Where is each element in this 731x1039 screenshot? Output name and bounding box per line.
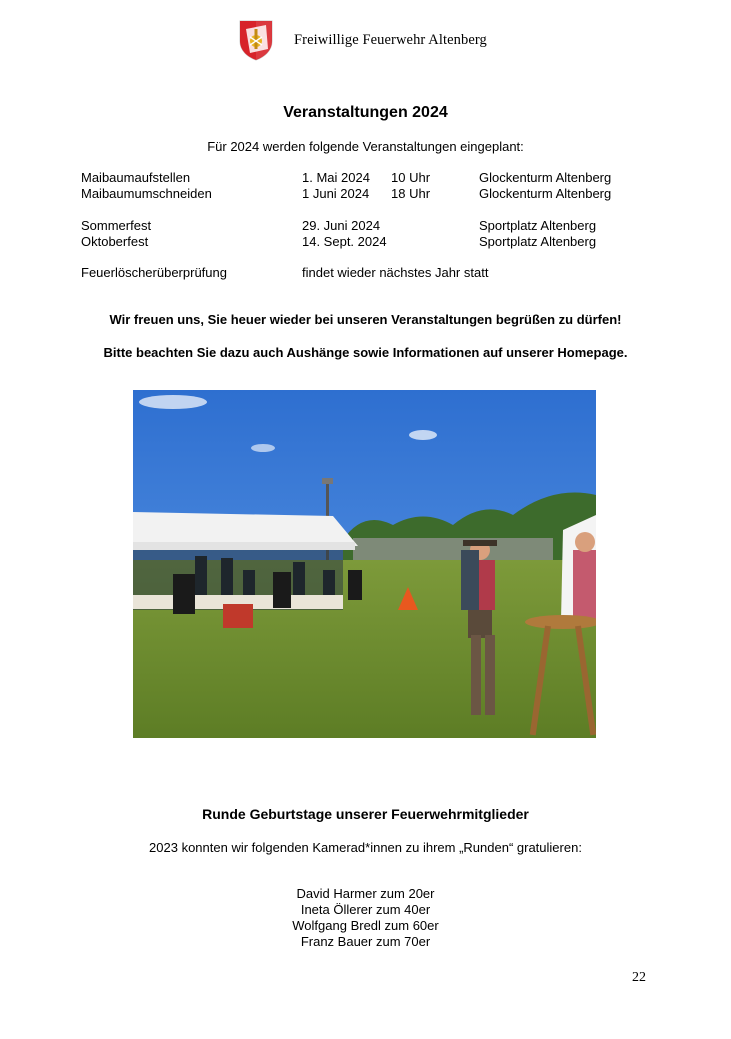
event-name: Maibaumumschneiden	[81, 186, 212, 201]
organization-name: Freiwillige Feuerwehr Altenberg	[294, 31, 487, 48]
homepage-note: Bitte beachten Sie dazu auch Aushänge sowie Informationen auf unserer Homepage.	[103, 345, 628, 360]
birthdays-list	[0, 886, 731, 950]
page-header	[238, 18, 487, 62]
birthday-entry: Franz Bauer zum 70er	[300, 934, 431, 949]
event-row	[81, 234, 661, 250]
fire-brigade-crest-icon	[238, 19, 274, 61]
event-name: Feuerlöscherüberprüfung	[81, 265, 227, 280]
event-row	[81, 218, 661, 234]
event-date: 1. Mai 2024	[302, 170, 370, 185]
event-date: 14. Sept. 2024	[302, 234, 387, 249]
event-row	[81, 170, 661, 186]
event-name: Maibaumaufstellen	[81, 170, 191, 185]
event-place: Glockenturm Altenberg	[479, 170, 612, 185]
birthday-entry: David Harmer zum 20er	[296, 886, 435, 901]
event-row	[81, 186, 661, 202]
event-name: Oktoberfest	[81, 234, 149, 249]
page-number: 22	[632, 970, 646, 985]
event-place: Glockenturm Altenberg	[479, 186, 612, 201]
birthday-entry: Ineta Öllerer zum 40er	[300, 902, 431, 917]
event-row	[81, 265, 661, 281]
event-time: 18 Uhr	[391, 186, 431, 201]
birthdays-intro: 2023 konnten wir folgenden Kamerad*innen zu ihrem „Runden“ gratulieren:	[149, 840, 582, 855]
event-date: 1 Juni 2024	[302, 186, 370, 201]
event-date: findet wieder nächstes Jahr statt	[302, 265, 489, 280]
birthdays-title: Runde Geburtstage unserer Feuerwehrmitglieder	[202, 806, 529, 822]
event-photo-illustration	[133, 390, 596, 738]
events-intro: Für 2024 werden folgende Veranstaltungen eingeplant:	[207, 139, 524, 154]
event-place: Sportplatz Altenberg	[479, 234, 597, 249]
event-date: 29. Juni 2024	[302, 218, 381, 233]
birthday-entry: Wolfgang Bredl zum 60er	[292, 918, 439, 933]
event-name: Sommerfest	[81, 218, 152, 233]
events-title: Veranstaltungen 2024	[283, 104, 448, 121]
events-list	[81, 170, 661, 281]
event-time: 10 Uhr	[391, 170, 431, 185]
welcome-note: Wir freuen uns, Sie heuer wieder bei unseren Veranstaltungen begrüßen zu dürfen!	[109, 312, 622, 327]
event-place: Sportplatz Altenberg	[479, 218, 597, 233]
event-photo	[133, 390, 596, 738]
